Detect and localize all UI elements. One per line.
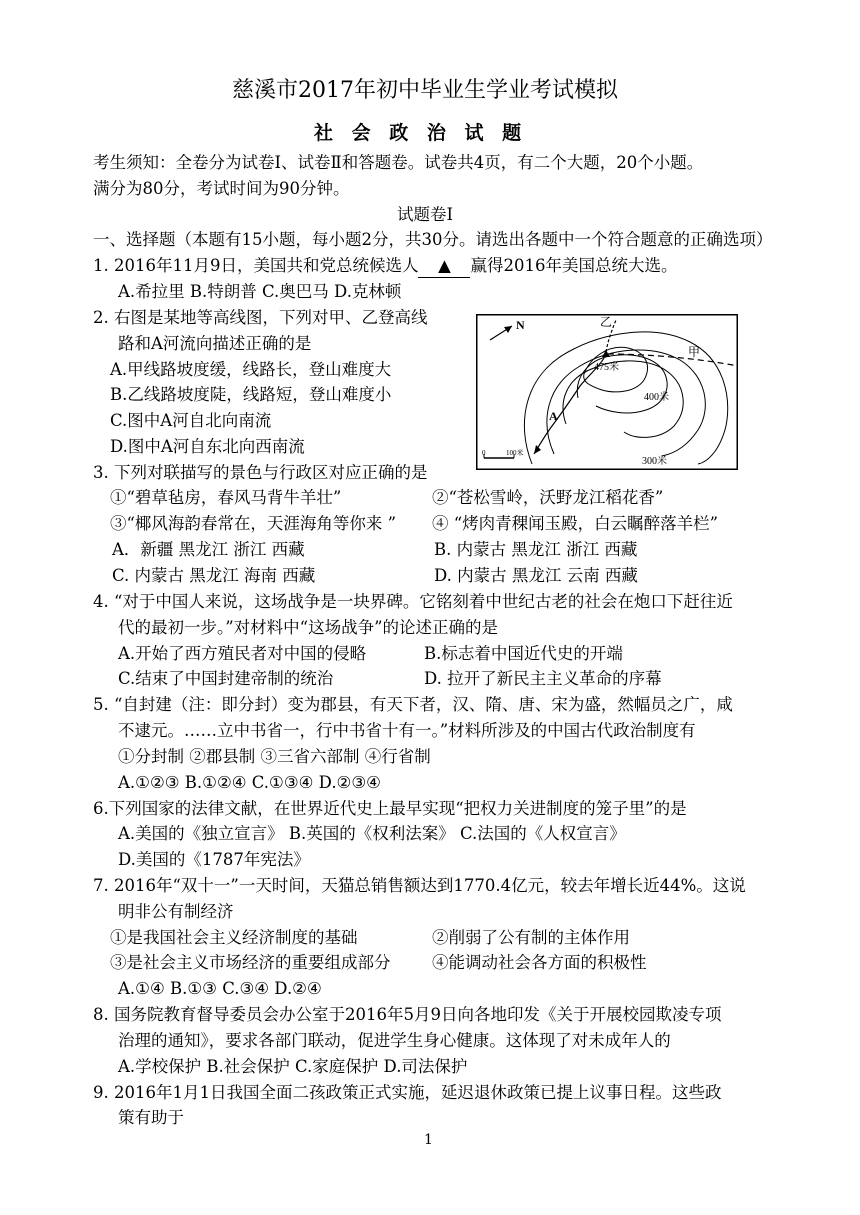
q8-stem-line-1: 8. 国务院教育督导委员会办公室于2016年5月9日向各地印发《关于开展校园欺凌专项 [93, 1005, 722, 1024]
summit-label: 475米 [594, 362, 619, 373]
notice-line-2: 满分为80分，考试时间为90分钟。 [93, 179, 350, 198]
q5-stem-line-1: 5. “自封建（注：即分封）变为郡县，有天下者，汉、隋、唐、宋为盛，然幅员之广，咸 [93, 695, 733, 714]
route-jia [608, 354, 738, 366]
route-jia-label: 甲 [688, 345, 701, 359]
page-subtitle: 社 会 政 治 试 题 [314, 122, 528, 144]
q6-options-line-2: D.美国的《1787年宪法》 [118, 850, 310, 869]
contour-outer-2 [547, 350, 705, 456]
section-title: 试题卷Ⅰ [397, 205, 454, 224]
river-a-label: A [549, 409, 558, 423]
map-frame [477, 315, 738, 470]
q6-options-line-1: A.美国的《独立宣言》 B.英国的《权利法案》 C.法国的《人权宣言》 [118, 824, 626, 843]
page-title: 慈溪市2017年初中毕业生学业考试模拟 [232, 78, 618, 103]
q1-stem [93, 255, 677, 278]
q2-option-a: A.甲线路坡度缓，线路长，登山难度大 [110, 360, 392, 379]
q5-items: ①分封制 ②郡县制 ③三省六部制 ④行省制 [118, 747, 431, 766]
q3-stem: 3. 下列对联描写的景色与行政区对应正确的是 [93, 463, 428, 482]
contour-inner-1 [577, 355, 667, 413]
page-number: 1 [424, 1132, 433, 1148]
q3-couplet-1: ①“碧草毡房，春风马背牛羊壮” [110, 488, 342, 507]
q4-stem-line-1: 4. “对于中国人来说，这场战争是一块界碑。它铭刻着中世纪古老的社会在炮口下赶往近 [93, 592, 733, 611]
q5-stem-line-2: 不逮元。……立中书省一，行中书省十有一。”材料所涉及的中国古代政治制度有 [118, 721, 696, 740]
contour-400-label: 400米 [644, 392, 669, 403]
contour-map [476, 314, 738, 470]
route-yi-label: 乙 [600, 315, 613, 329]
north-arrowhead [504, 326, 512, 333]
q4-option-c: C.结束了中国封建帝制的统治 [118, 669, 334, 688]
q9-stem-line-1: 9. 2016年1月1日我国全面二孩政策正式实施，延迟退休政策已提上议事日程。这些政 [93, 1083, 722, 1102]
q3-option-c: C. 内蒙古 黑龙江 海南 西藏 [112, 566, 316, 585]
q1-answer-blank: ▲ [418, 255, 470, 278]
q7-stem-line-1: 7. 2016年“双十一”一天时间，天猫总销售额达到1770.4亿元，较去年增长近44%。这说 [93, 876, 746, 895]
river-a-arrow [534, 445, 541, 454]
q1-stem-end: 赢得2016年美国总统大选。 [470, 256, 678, 275]
q3-couplet-3: ③“椰风海韵春常在，天涯海角等你来 ” [110, 514, 397, 533]
q3-couplet-4: ④ “烤肉青稞闻玉殿，白云瞩醉落羊栏” [432, 514, 719, 533]
q3-option-a: A．新疆 黑龙江 浙江 西藏 [112, 540, 305, 559]
q2-option-c: C.图中A河自北向南流 [110, 411, 272, 430]
q2-stem-line-1: 2. 右图是某地等高线图，下列对甲、乙登高线 [93, 308, 428, 327]
q2-option-b: B.乙线路坡度陡，线路短，登山难度小 [110, 385, 392, 404]
q7-item-3: ③是社会主义市场经济的重要组成部分 [110, 953, 391, 972]
q9-stem-line-2: 策有助于 [118, 1108, 184, 1127]
q6-stem: 6.下列国家的法律文献，在世界近代史上最早实现“把权力关进制度的笼子里”的是 [93, 799, 687, 818]
q5-options: A.①②③ B.①②④ C.①③④ D.②③④ [118, 773, 381, 792]
q7-item-4: ④能调动社会各方面的积极性 [432, 953, 647, 972]
q2-stem-line-2: 路和A河流向描述正确的是 [118, 334, 312, 353]
q4-option-d: D. 拉开了新民主主义革命的序幕 [424, 669, 662, 688]
q8-stem-line-2: 治理的通知》，要求各部门联动，促进学生身心健康。这体现了对未成年人的 [118, 1031, 671, 1050]
q7-options: A.①④ B.①③ C.③④ D.②④ [118, 979, 322, 998]
contour-300-label: 300米 [642, 456, 667, 467]
q7-item-2: ②削弱了公有制的主体作用 [432, 928, 630, 947]
q8-options: A.学校保护 B.社会保护 C.家庭保护 D.司法保护 [118, 1057, 468, 1076]
scale-label: 100米 [506, 449, 524, 457]
section-heading: 一、选择题（本题有15小题，每小题2分，共30分。请选出各题中一个符合题意的正确选项） [93, 230, 773, 249]
scale-zero: 0 [482, 449, 486, 457]
q3-option-d: D. 内蒙古 黑龙江 云南 西藏 [434, 566, 638, 585]
q7-stem-line-2: 明非公有制经济 [118, 902, 234, 921]
north-label: N [516, 318, 525, 332]
q4-option-b: B.标志着中国近代史的开端 [424, 644, 623, 663]
q1-options: A.希拉里 B.特朗普 C.奥巴马 D.克林顿 [118, 282, 402, 301]
q7-item-1: ①是我国社会主义经济制度的基础 [110, 928, 358, 947]
notice-line-1: 考生须知：全卷分为试卷Ⅰ、试卷Ⅱ和答题卷。试卷共4页，有二个大题，20个小题。 [93, 153, 704, 172]
q1-stem-start: 1. 2016年11月9日，美国共和党总统候选人 [93, 256, 419, 275]
q3-couplet-2: ②“苍松雪岭，沃野龙江稻花香” [432, 488, 664, 507]
q4-option-a: A.开始了西方殖民者对中国的侵略 [118, 644, 367, 663]
q4-stem-line-2: 代的最初一步。”对材料中“这场战争”的论述正确的是 [118, 618, 499, 637]
q2-option-d: D.图中A河自东北向西南流 [110, 437, 305, 456]
q3-option-b: B. 内蒙古 黑龙江 浙江 西藏 [434, 540, 638, 559]
